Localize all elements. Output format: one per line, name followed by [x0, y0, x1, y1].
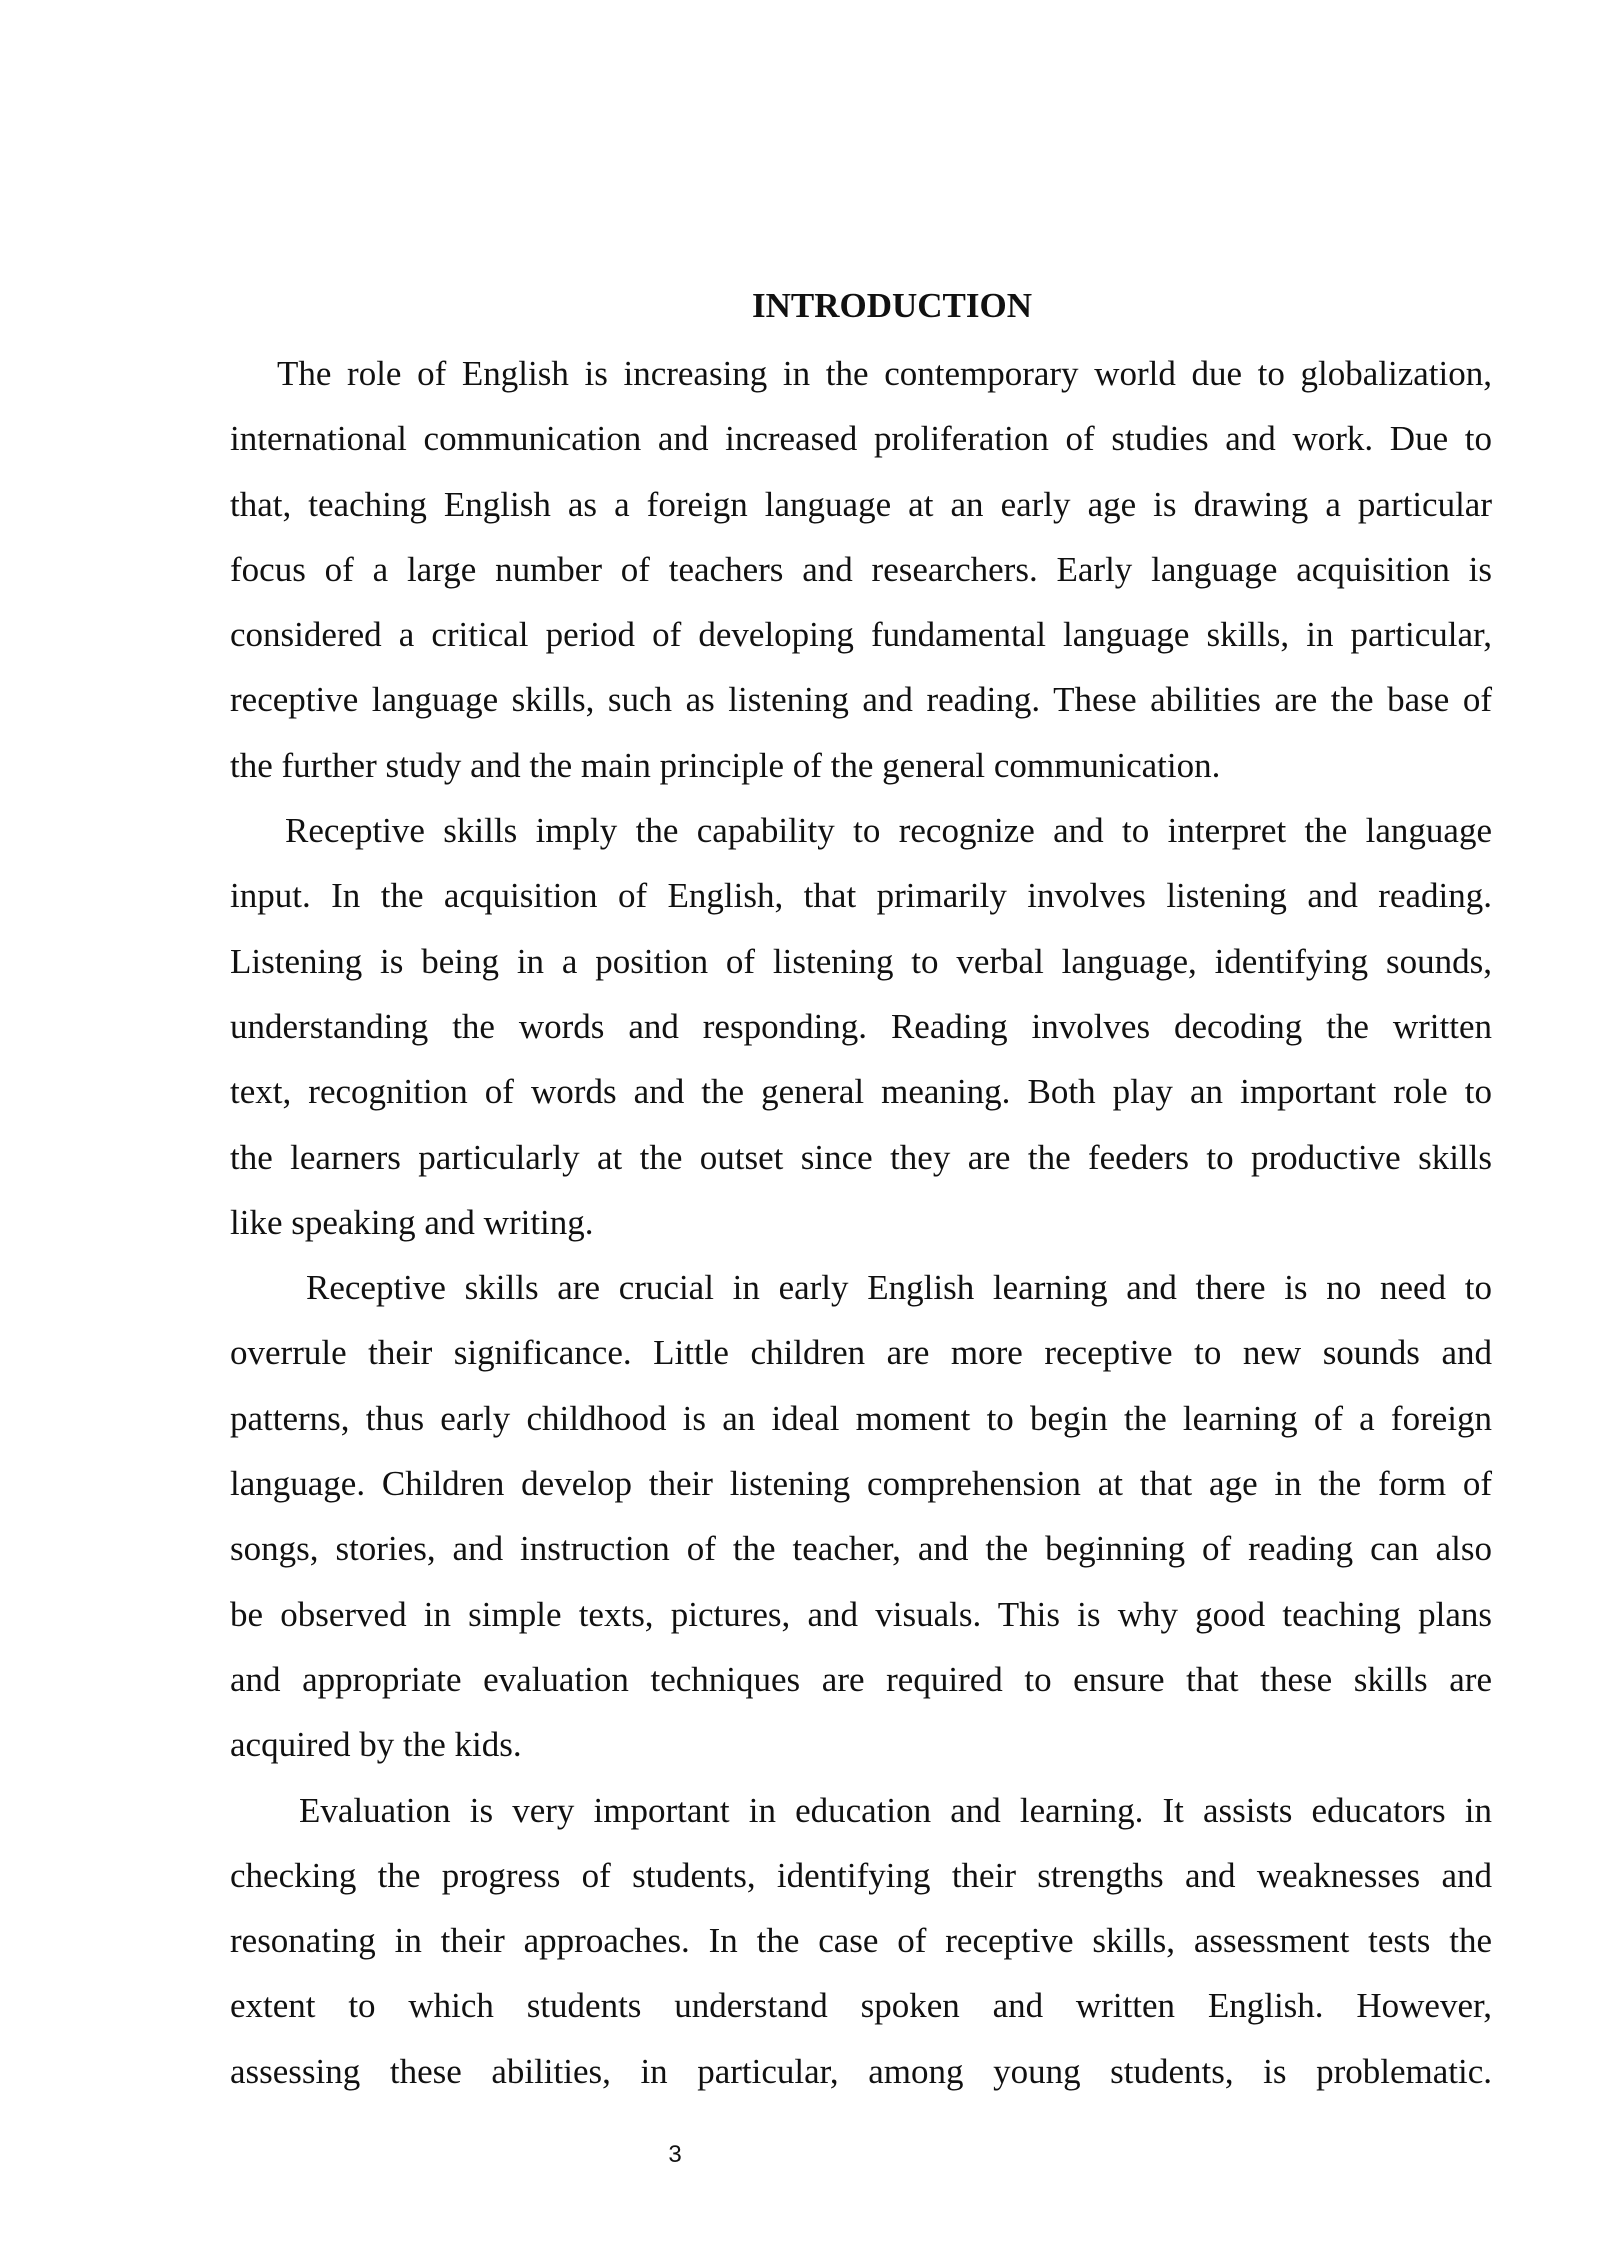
text-line: extent to which students understand spoken and written English. However, [230, 1986, 1492, 2026]
text-line: be observed in simple texts, pictures, and visuals. This is why good teaching plans [230, 1594, 1492, 1634]
text-line: language. Children develop their listening comprehension at that age in the form of [230, 1464, 1492, 1504]
text-line: songs, stories, and instruction of the teacher, and the beginning of reading can also [230, 1529, 1492, 1569]
text-line: considered a critical period of developing fundamental language skills, in particular, [230, 615, 1492, 655]
text-line: overrule their significance. Little children are more receptive to new sounds and [230, 1333, 1492, 1373]
text-line: that, teaching English as a foreign language at an early age is drawing a particular [230, 484, 1492, 524]
paragraph-1 [230, 341, 1492, 798]
text-line: Receptive skills imply the capability to recognize and to interpret the language [285, 811, 1492, 851]
text-line: patterns, thus early childhood is an ideal moment to begin the learning of a foreign [230, 1398, 1492, 1438]
paragraph-3 [230, 1255, 1492, 1777]
paragraph-2 [230, 798, 1492, 1255]
text-line: Listening is being in a position of listening to verbal language, identifying sounds, [230, 941, 1492, 981]
page-number: 3 [668, 2141, 682, 2168]
text-line: checking the progress of students, identifying their strengths and weaknesses and [230, 1855, 1492, 1895]
text-line: understanding the words and responding. Reading involves decoding the written [230, 1006, 1492, 1046]
text-line: receptive language skills, such as listening and reading. These abilities are the base of [230, 680, 1492, 720]
text-line: the learners particularly at the outset since they are the feeders to productive skills [230, 1137, 1492, 1177]
text-line: international communication and increased proliferation of studies and work. Due to [230, 419, 1492, 459]
text-line: Evaluation is very important in education and learning. It assists educators in [299, 1790, 1492, 1830]
text-line: acquired by the kids. [230, 1725, 522, 1765]
text-line: text, recognition of words and the general meaning. Both play an important role to [230, 1072, 1492, 1112]
text-line: Receptive skills are crucial in early English learning and there is no need to [306, 1268, 1492, 1308]
text-line: resonating in their approaches. In the case of receptive skills, assessment tests the [230, 1921, 1492, 1961]
text-line: input. In the acquisition of English, that primarily involves listening and reading. [230, 876, 1492, 916]
text-line: and appropriate evaluation techniques are required to ensure that these skills are [230, 1659, 1492, 1699]
text-line: The role of English is increasing in the contemporary world due to globalization, [277, 354, 1492, 393]
document-body [230, 341, 1492, 2104]
text-line: focus of a large number of teachers and researchers. Early language acquisition is [230, 549, 1492, 589]
text-line: the further study and the main principle of the general communication. [230, 745, 1221, 785]
paragraph-4 [230, 1778, 1492, 2104]
page-title: INTRODUCTION [751, 286, 1033, 325]
text-line: assessing these abilities, in particular, among young students, is problematic. [230, 2051, 1492, 2091]
text-line: like speaking and writing. [230, 1202, 594, 1242]
